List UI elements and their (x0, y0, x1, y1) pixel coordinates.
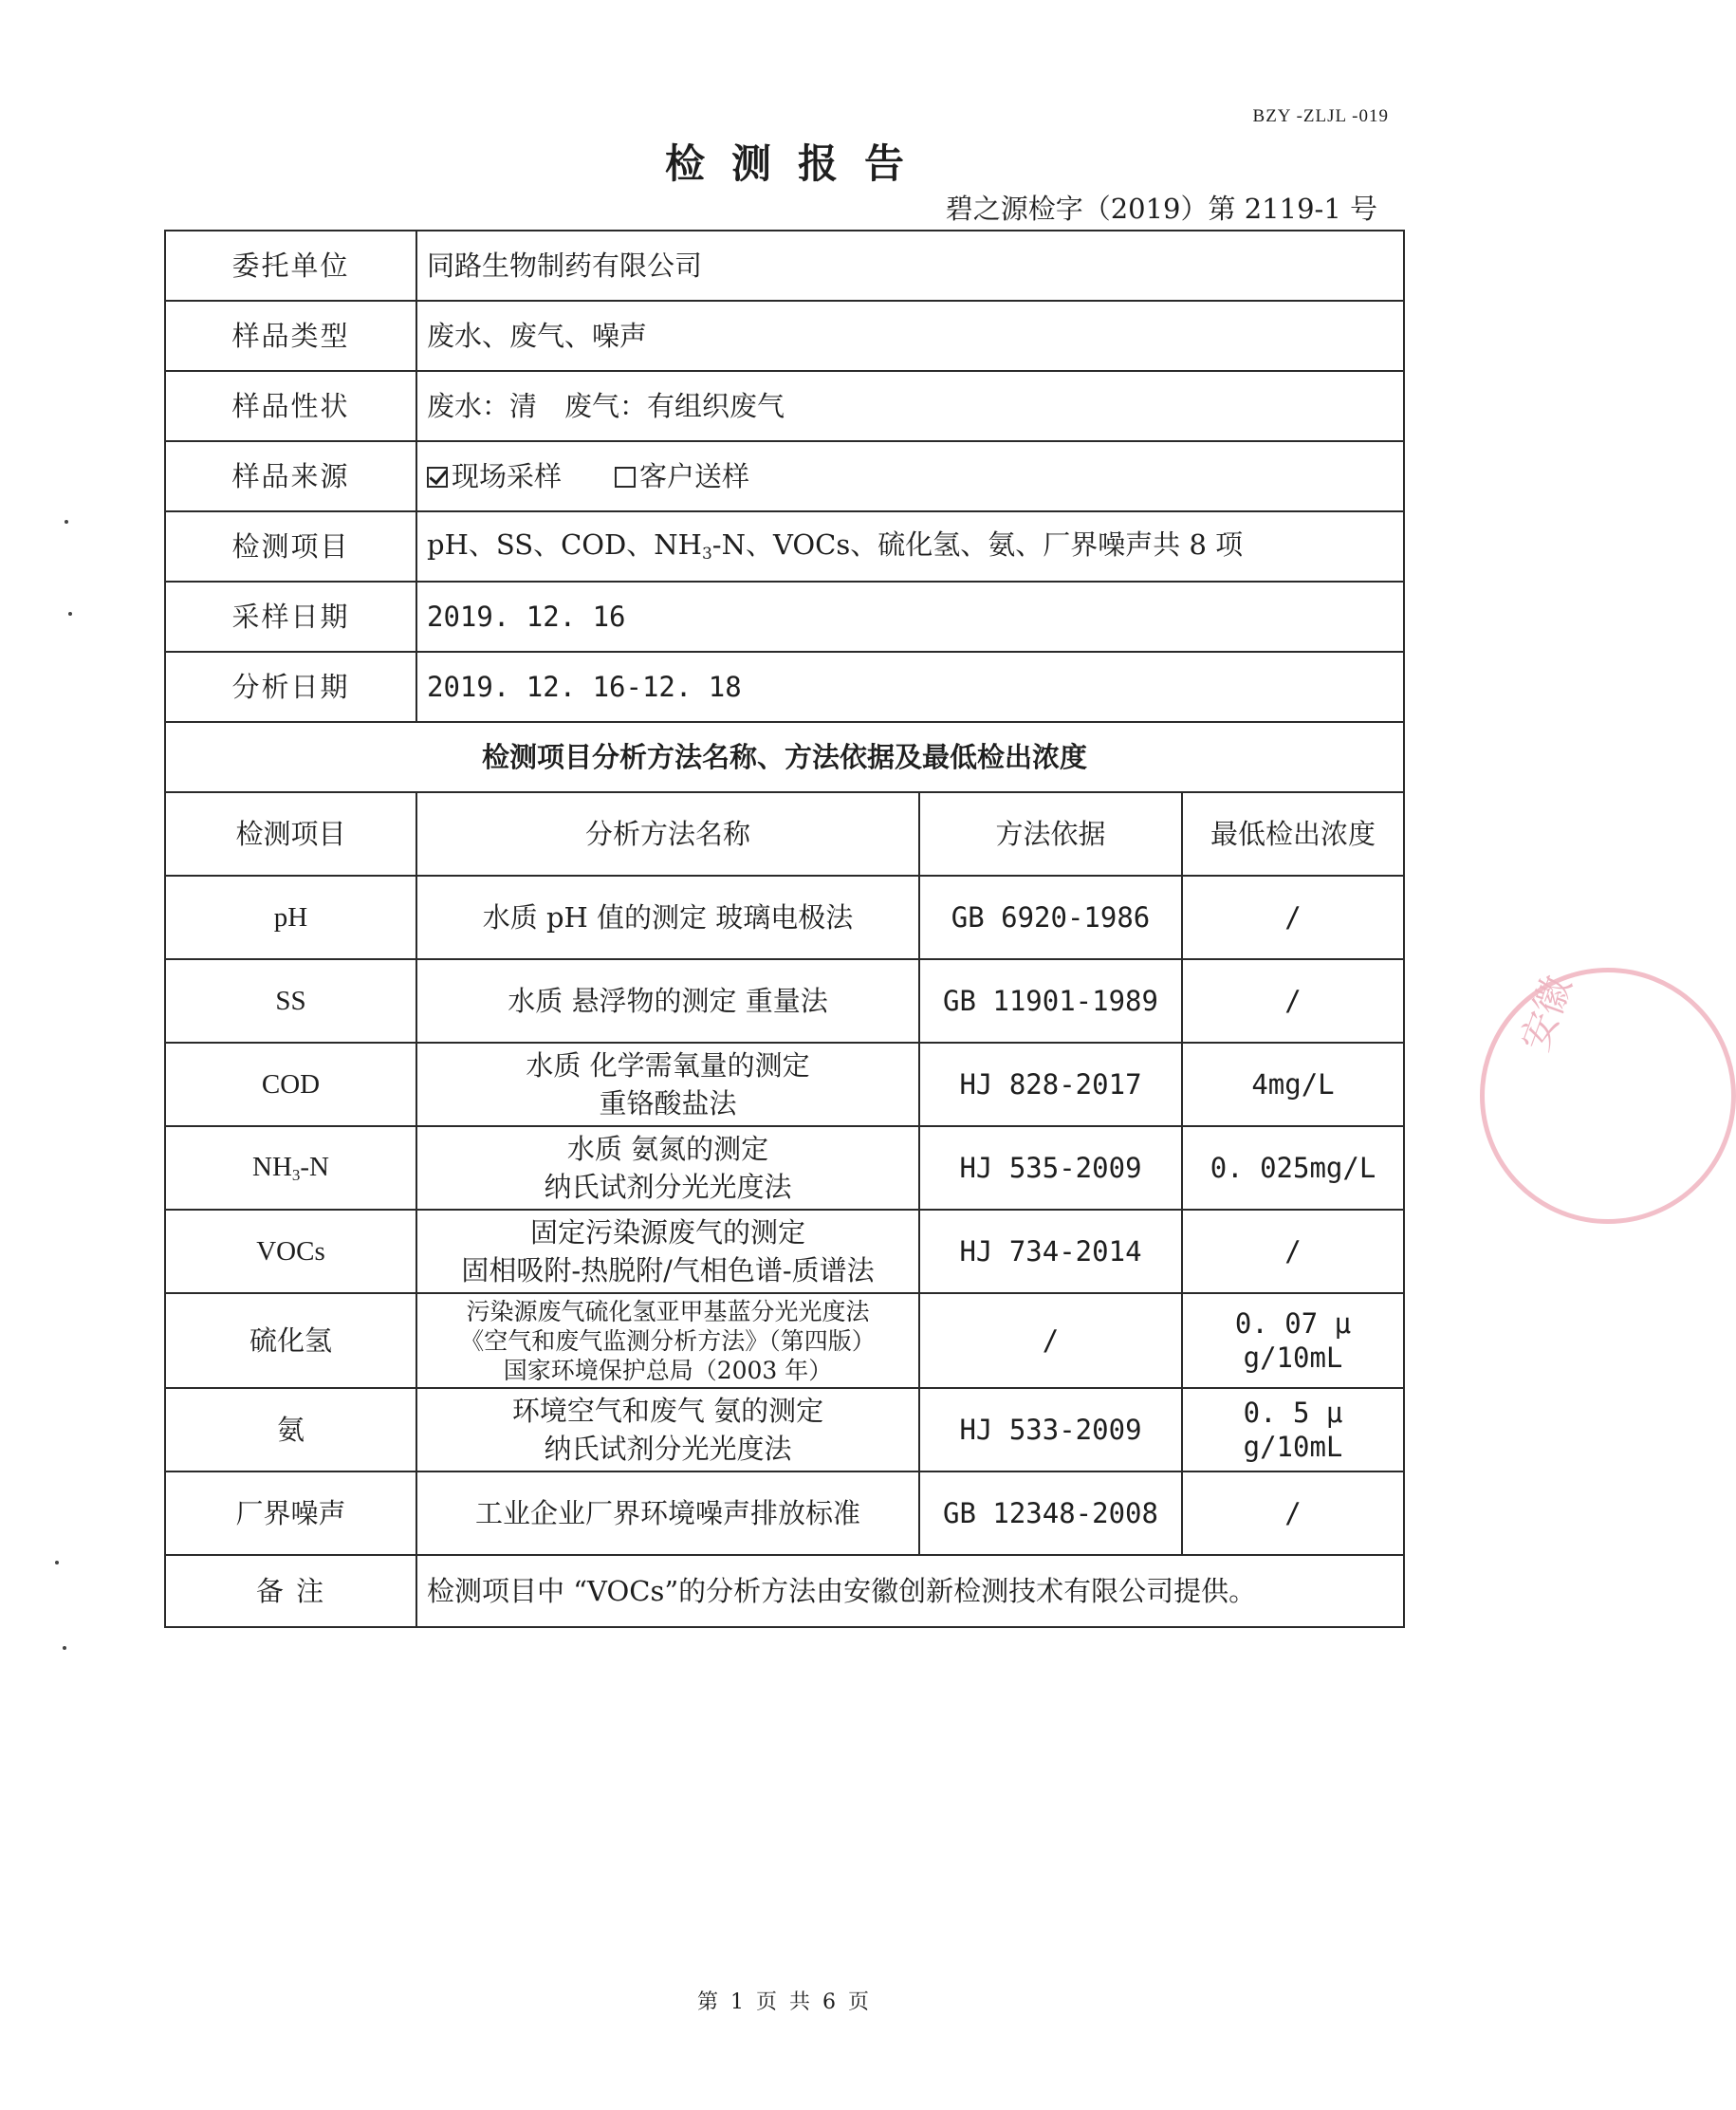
remark-row (165, 1555, 1404, 1627)
test-items-value (416, 511, 1404, 582)
standard-cell: GB 6920-1986 (919, 876, 1182, 959)
standard-cell: GB 11901-1989 (919, 959, 1182, 1043)
option-client-label: 客户送样 (639, 459, 750, 492)
item-cell: VOCs (165, 1210, 416, 1293)
method-line: 水质 化学需氧量的测定 (526, 1049, 810, 1082)
section-title-row (165, 722, 1404, 792)
column-header-item: 检测项目 (165, 792, 416, 876)
info-row-sample-character (165, 371, 1404, 441)
sample-type-value: 废水、废气、噪声 (416, 301, 1404, 371)
column-header-limit: 最低检出浓度 (1182, 792, 1404, 876)
standard-cell: GB 12348-2008 (919, 1471, 1182, 1555)
section-title: 检测项目分析方法名称、方法依据及最低检出浓度 (165, 722, 1404, 792)
limit-cell: / (1182, 959, 1404, 1043)
method-line: 污染源废气硫化氢亚甲基蓝分光光度法 (466, 1297, 870, 1325)
info-row-test-items (165, 511, 1404, 582)
method-cell (416, 1293, 919, 1388)
item-cell: SS (165, 959, 416, 1043)
info-row-sample-type (165, 301, 1404, 371)
page-number: 第 1 页 共 6 页 (697, 1990, 872, 2014)
sample-character-label: 样品性状 (165, 371, 416, 441)
limit-cell: 4mg/L (1182, 1043, 1404, 1126)
analysis-date-value: 2019. 12. 16-12. 18 (416, 652, 1404, 722)
method-line: 环境空气和废气 氨的测定 (511, 1395, 824, 1427)
method-cell (416, 1043, 919, 1126)
item-cell (165, 1126, 416, 1210)
item-cell: pH (165, 876, 416, 959)
method-cell: 水质 悬浮物的测定 重量法 (416, 959, 919, 1043)
scan-speck (65, 520, 68, 524)
standard-cell: / (919, 1293, 1182, 1388)
limit-cell: 0. 5 μ g/10mL (1182, 1388, 1404, 1471)
page-title: 检测报告 (664, 140, 931, 187)
item-cell: 厂界噪声 (165, 1471, 416, 1555)
report-number: 碧之源检字（2019）第 2119-1 号 (945, 193, 1377, 225)
method-cell (416, 1388, 919, 1471)
standard-cell: HJ 828-2017 (919, 1043, 1182, 1126)
scan-speck (55, 1561, 59, 1564)
method-cell: 水质 pH 值的测定 玻璃电极法 (416, 876, 919, 959)
method-cell (416, 1210, 919, 1293)
limit-cell: 0. 025mg/L (1182, 1126, 1404, 1210)
client-value: 同路生物制药有限公司 (416, 231, 1404, 301)
checked-box-icon[interactable] (427, 467, 448, 488)
limit-cell: / (1182, 1210, 1404, 1293)
method-cell (416, 1126, 919, 1210)
info-row-client (165, 231, 1404, 301)
item-prefix: NH (252, 1152, 292, 1183)
method-line: 纳氏试剂分光光度法 (544, 1433, 792, 1465)
test-items-suffix: -N、VOCs、硫化氢、氨、厂界噪声共 8 项 (711, 528, 1244, 562)
method-line: 重铬酸盐法 (599, 1087, 737, 1120)
item-subscript: 3 (291, 1166, 301, 1185)
sample-type-label: 样品类型 (165, 301, 416, 371)
unchecked-box-icon[interactable] (615, 467, 636, 488)
sampling-date-value: 2019. 12. 16 (416, 582, 1404, 652)
official-stamp (1480, 968, 1736, 1224)
scan-speck (68, 612, 72, 616)
table-row (165, 876, 1404, 959)
info-row-sample-source (165, 441, 1404, 511)
method-line: 固相吸附-热脱附/气相色谱-质谱法 (461, 1254, 875, 1286)
column-header-method: 分析方法名称 (416, 792, 919, 876)
methods-header-row (165, 792, 1404, 876)
test-items-prefix: pH、SS、COD、NH (427, 528, 702, 562)
table-row (165, 1043, 1404, 1126)
standard-cell: HJ 734-2014 (919, 1210, 1182, 1293)
client-label: 委托单位 (165, 231, 416, 301)
sample-source-label: 样品来源 (165, 441, 416, 511)
remark-label: 备 注 (165, 1555, 416, 1627)
column-header-standard: 方法依据 (919, 792, 1182, 876)
method-line: 《空气和废气监测分析方法》（第四版） (460, 1326, 876, 1355)
item-cell: 氨 (165, 1388, 416, 1471)
table-row (165, 1471, 1404, 1555)
analysis-date-label: 分析日期 (165, 652, 416, 722)
method-line: 水质 氨氮的测定 (566, 1133, 769, 1165)
info-row-sampling-date (165, 582, 1404, 652)
item-cell: COD (165, 1043, 416, 1126)
table-row (165, 959, 1404, 1043)
limit-cell: 0. 07 μ g/10mL (1182, 1293, 1404, 1388)
stamp-text: 安徽 (1513, 970, 1581, 1057)
table-row (165, 1126, 1404, 1210)
method-line: 固定污染源废气的测定 (529, 1216, 805, 1249)
document-code: BZY -ZLJL -019 (1252, 106, 1389, 126)
report-table (164, 230, 1405, 1628)
table-row (165, 1388, 1404, 1471)
table-row (165, 1293, 1404, 1388)
scan-speck (63, 1646, 66, 1650)
item-cell: 硫化氢 (165, 1293, 416, 1388)
method-line: 国家环境保护总局（2003 年） (503, 1356, 833, 1384)
info-row-analysis-date (165, 652, 1404, 722)
test-items-label: 检测项目 (165, 511, 416, 582)
limit-cell: / (1182, 1471, 1404, 1555)
table-row (165, 1210, 1404, 1293)
method-cell: 工业企业厂界环境噪声排放标准 (416, 1471, 919, 1555)
sample-source-value (416, 441, 1404, 511)
limit-cell: / (1182, 876, 1404, 959)
option-onsite-label: 现场采样 (452, 459, 563, 492)
method-line: 纳氏试剂分光光度法 (544, 1171, 792, 1203)
test-items-subscript: 3 (701, 545, 712, 565)
standard-cell: HJ 533-2009 (919, 1388, 1182, 1471)
remark-text: 检测项目中 “VOCs”的分析方法由安徽创新检测技术有限公司提供。 (416, 1555, 1404, 1627)
sample-character-value: 废水：清 废气：有组织废气 (416, 371, 1404, 441)
item-suffix: -N (300, 1152, 329, 1183)
standard-cell: HJ 535-2009 (919, 1126, 1182, 1210)
sampling-date-label: 采样日期 (165, 582, 416, 652)
